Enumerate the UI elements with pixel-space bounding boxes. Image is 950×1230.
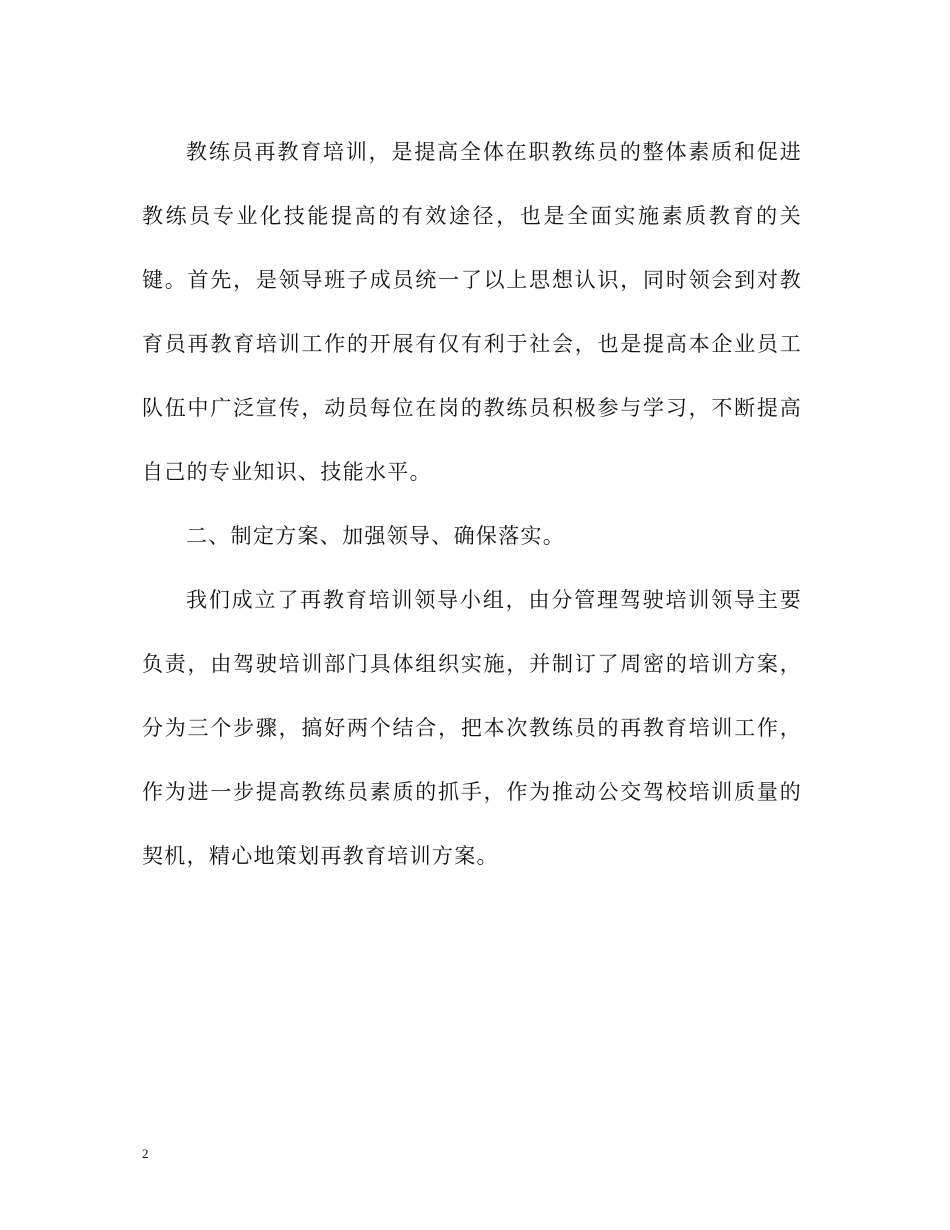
page-number: 2 (142, 1146, 149, 1161)
document-body (142, 120, 802, 888)
section-heading-plan: 二、制定方案、加强领导、确保落实。 (186, 524, 566, 548)
paragraph-leadership-group: 我们成立了再教育培训领导小组，由分管理驾驶培训领导主要负责，由驾驶培训部门具体组织实施，并制订了周密的培训方案，分为三个步骤，搞好两个结合，把本次教练员的再教育培训工作，作为进一步提高教练员素质的抓手，作为推动公交驾校培训质量的契机，精心地策划再教育培训方案。 (142, 588, 802, 868)
paragraph-training-purpose: 教练员再教育培训，是提高全体在职教练员的整体素质和促进教练员专业化技能提高的有效途径，也是全面实施素质教育的关键。首先，是领导班子成员统一了以上思想认识，同时领会到对教育员再教育培训工作的开展有仅有利于社会，也是提高本企业员工队伍中广泛宣传，动员每位在岗的教练员积极参与学习，不断提高自己的专业知识、技能水平。 (142, 140, 802, 484)
